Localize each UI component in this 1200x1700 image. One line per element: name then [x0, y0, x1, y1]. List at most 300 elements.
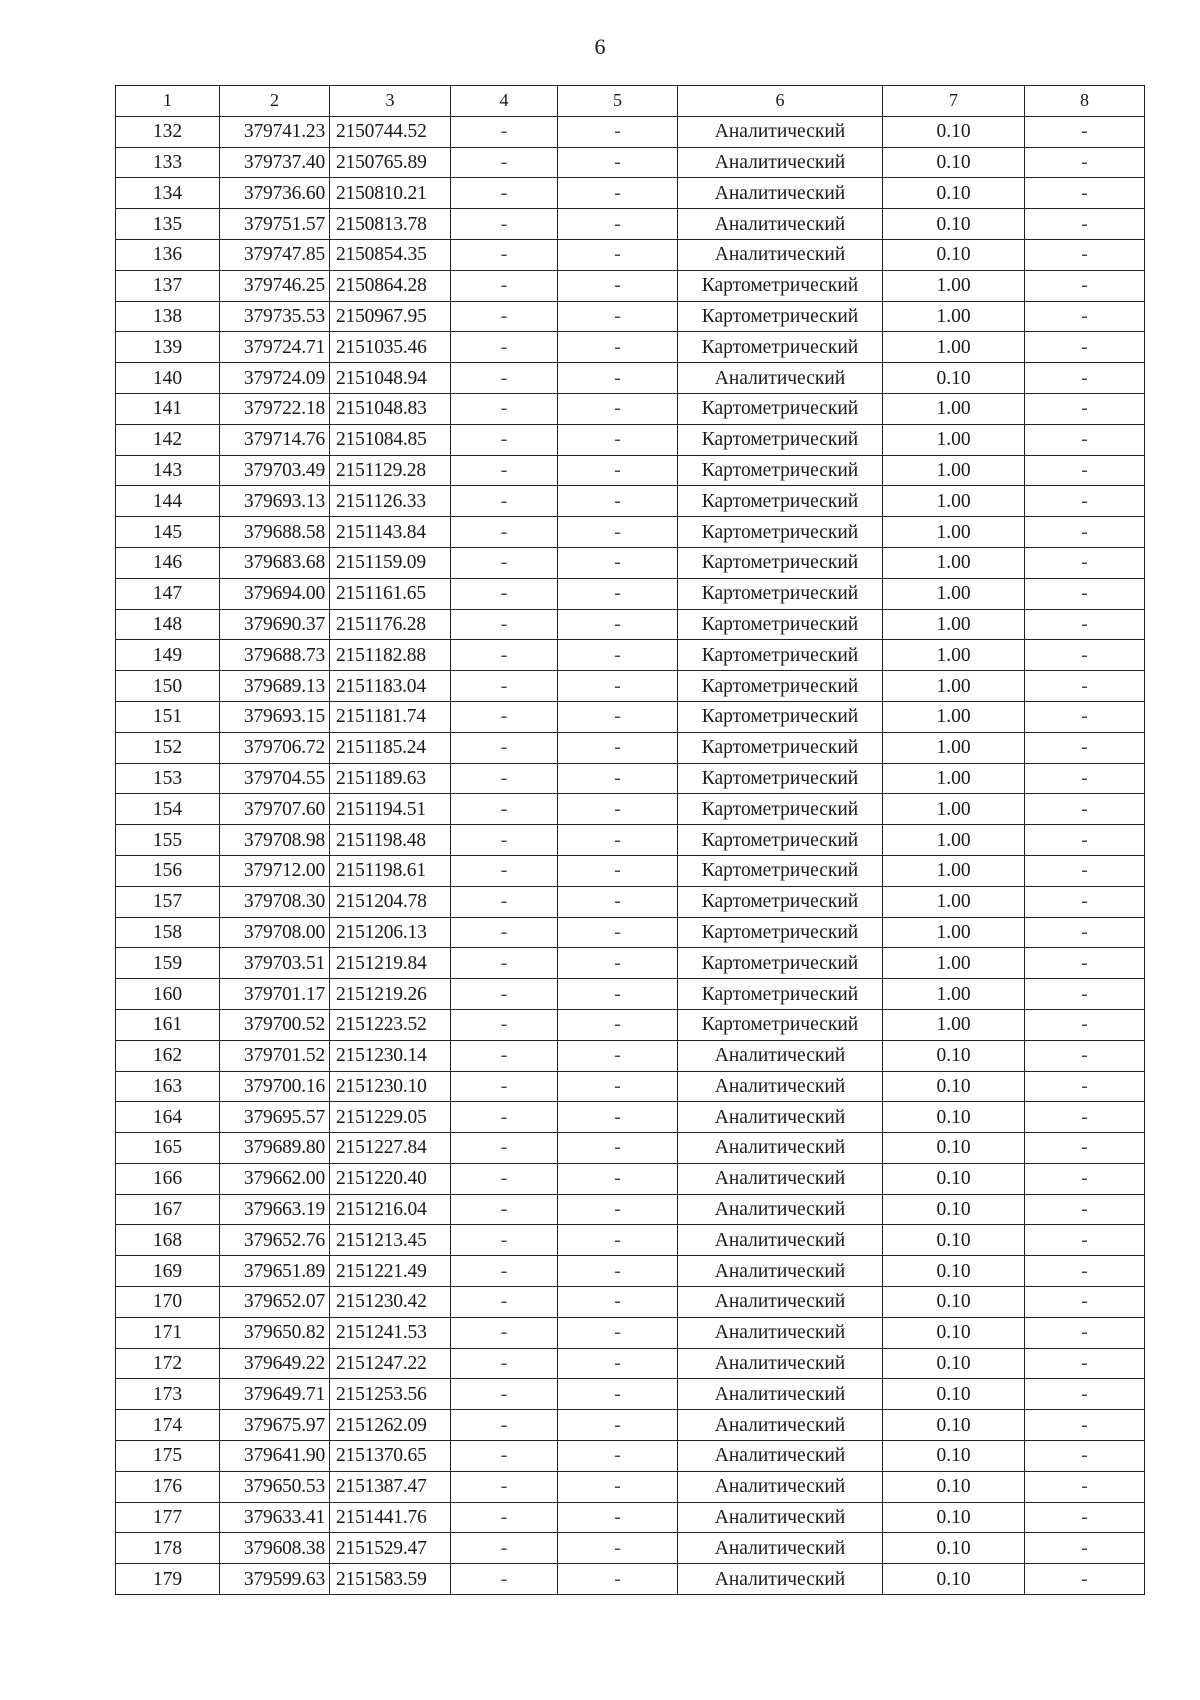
accuracy-cell: 1.00 — [883, 671, 1025, 702]
accuracy-cell: 0.10 — [883, 1410, 1025, 1441]
x-coordinate-cell: 379701.52 — [220, 1040, 330, 1071]
method-cell: Картометрический — [678, 424, 883, 455]
col8-cell: - — [1025, 1348, 1145, 1379]
col4-cell: - — [451, 1471, 558, 1502]
table-row — [116, 855, 1145, 886]
x-coordinate-cell: 379708.30 — [220, 886, 330, 917]
col4-cell: - — [451, 578, 558, 609]
x-coordinate-cell: 379712.00 — [220, 855, 330, 886]
point-number-cell: 165 — [116, 1133, 220, 1164]
col4-cell: - — [451, 363, 558, 394]
accuracy-cell: 1.00 — [883, 1009, 1025, 1040]
col8-cell: - — [1025, 671, 1145, 702]
col4-cell: - — [451, 1194, 558, 1225]
col8-cell: - — [1025, 1533, 1145, 1564]
point-number-cell: 169 — [116, 1256, 220, 1287]
x-coordinate-cell: 379722.18 — [220, 393, 330, 424]
y-coordinate-cell: 2150813.78 — [330, 209, 451, 240]
x-coordinate-cell: 379693.13 — [220, 486, 330, 517]
table-row — [116, 209, 1145, 240]
col5-cell: - — [558, 732, 678, 763]
col5-cell: - — [558, 1194, 678, 1225]
col5-cell: - — [558, 1040, 678, 1071]
accuracy-cell: 1.00 — [883, 301, 1025, 332]
col5-cell: - — [558, 1441, 678, 1472]
col5-cell: - — [558, 547, 678, 578]
table-header-row — [116, 86, 1145, 117]
y-coordinate-cell: 2151221.49 — [330, 1256, 451, 1287]
y-coordinate-cell: 2151529.47 — [330, 1533, 451, 1564]
accuracy-cell: 0.10 — [883, 178, 1025, 209]
col8-cell: - — [1025, 701, 1145, 732]
accuracy-cell: 0.10 — [883, 1533, 1025, 1564]
x-coordinate-cell: 379703.51 — [220, 948, 330, 979]
accuracy-cell: 0.10 — [883, 1502, 1025, 1533]
point-number-cell: 140 — [116, 363, 220, 394]
col5-cell: - — [558, 517, 678, 548]
point-number-cell: 138 — [116, 301, 220, 332]
col8-cell: - — [1025, 270, 1145, 301]
x-coordinate-cell: 379746.25 — [220, 270, 330, 301]
col5-cell: - — [558, 1163, 678, 1194]
col5-cell: - — [558, 671, 678, 702]
method-cell: Аналитический — [678, 363, 883, 394]
table-row — [116, 486, 1145, 517]
table-row — [116, 116, 1145, 147]
method-cell: Аналитический — [678, 1194, 883, 1225]
col4-cell: - — [451, 1040, 558, 1071]
accuracy-cell: 0.10 — [883, 116, 1025, 147]
point-number-cell: 152 — [116, 732, 220, 763]
method-cell: Аналитический — [678, 1102, 883, 1133]
table-row — [116, 1502, 1145, 1533]
col4-cell: - — [451, 270, 558, 301]
x-coordinate-cell: 379688.73 — [220, 640, 330, 671]
y-coordinate-cell: 2150744.52 — [330, 116, 451, 147]
method-cell: Картометрический — [678, 855, 883, 886]
table-row — [116, 1225, 1145, 1256]
table-row — [116, 1471, 1145, 1502]
method-cell: Картометрический — [678, 517, 883, 548]
y-coordinate-cell: 2151216.04 — [330, 1194, 451, 1225]
col5-cell: - — [558, 1009, 678, 1040]
page-number: 6 — [594, 34, 606, 59]
point-number-cell: 153 — [116, 763, 220, 794]
y-coordinate-cell: 2150810.21 — [330, 178, 451, 209]
table-row — [116, 1348, 1145, 1379]
method-cell: Аналитический — [678, 1040, 883, 1071]
col5-cell: - — [558, 393, 678, 424]
col5-cell: - — [558, 1379, 678, 1410]
point-number-cell: 132 — [116, 116, 220, 147]
accuracy-cell: 1.00 — [883, 917, 1025, 948]
col8-cell: - — [1025, 239, 1145, 270]
y-coordinate-cell: 2151230.14 — [330, 1040, 451, 1071]
table-row — [116, 1009, 1145, 1040]
accuracy-cell: 0.10 — [883, 239, 1025, 270]
point-number-cell: 155 — [116, 825, 220, 856]
col5-cell: - — [558, 1225, 678, 1256]
column-header: 3 — [330, 86, 451, 117]
col8-cell: - — [1025, 917, 1145, 948]
table-body — [116, 116, 1145, 1594]
accuracy-cell: 0.10 — [883, 1471, 1025, 1502]
col8-cell: - — [1025, 1040, 1145, 1071]
col5-cell: - — [558, 1471, 678, 1502]
method-cell: Картометрический — [678, 732, 883, 763]
col4-cell: - — [451, 393, 558, 424]
y-coordinate-cell: 2151262.09 — [330, 1410, 451, 1441]
method-cell: Картометрический — [678, 886, 883, 917]
y-coordinate-cell: 2151126.33 — [330, 486, 451, 517]
col8-cell: - — [1025, 1071, 1145, 1102]
table-row — [116, 1410, 1145, 1441]
table-row — [116, 301, 1145, 332]
method-cell: Картометрический — [678, 763, 883, 794]
table-row — [116, 178, 1145, 209]
col5-cell: - — [558, 917, 678, 948]
x-coordinate-cell: 379747.85 — [220, 239, 330, 270]
table-row — [116, 1441, 1145, 1472]
method-cell: Картометрический — [678, 609, 883, 640]
point-number-cell: 176 — [116, 1471, 220, 1502]
col8-cell: - — [1025, 1194, 1145, 1225]
x-coordinate-cell: 379689.80 — [220, 1133, 330, 1164]
x-coordinate-cell: 379724.09 — [220, 363, 330, 394]
y-coordinate-cell: 2151229.05 — [330, 1102, 451, 1133]
col4-cell: - — [451, 239, 558, 270]
col8-cell: - — [1025, 1564, 1145, 1595]
method-cell: Аналитический — [678, 1225, 883, 1256]
col8-cell: - — [1025, 1133, 1145, 1164]
col8-cell: - — [1025, 886, 1145, 917]
col8-cell: - — [1025, 1441, 1145, 1472]
table-row — [116, 1317, 1145, 1348]
col8-cell: - — [1025, 209, 1145, 240]
method-cell: Картометрический — [678, 794, 883, 825]
col4-cell: - — [451, 640, 558, 671]
col4-cell: - — [451, 1533, 558, 1564]
table-row — [116, 1071, 1145, 1102]
method-cell: Картометрический — [678, 578, 883, 609]
column-header: 5 — [558, 86, 678, 117]
accuracy-cell: 1.00 — [883, 763, 1025, 794]
y-coordinate-cell: 2151198.61 — [330, 855, 451, 886]
accuracy-cell: 0.10 — [883, 1317, 1025, 1348]
col4-cell: - — [451, 1348, 558, 1379]
method-cell: Картометрический — [678, 393, 883, 424]
col4-cell: - — [451, 763, 558, 794]
col4-cell: - — [451, 701, 558, 732]
col5-cell: - — [558, 1102, 678, 1133]
col4-cell: - — [451, 1287, 558, 1318]
table-row — [116, 1133, 1145, 1164]
col4-cell: - — [451, 1225, 558, 1256]
accuracy-cell: 1.00 — [883, 825, 1025, 856]
column-header: 8 — [1025, 86, 1145, 117]
y-coordinate-cell: 2151194.51 — [330, 794, 451, 825]
table-row — [116, 732, 1145, 763]
method-cell: Картометрический — [678, 1009, 883, 1040]
y-coordinate-cell: 2151219.26 — [330, 979, 451, 1010]
col8-cell: - — [1025, 517, 1145, 548]
point-number-cell: 134 — [116, 178, 220, 209]
col4-cell: - — [451, 1410, 558, 1441]
x-coordinate-cell: 379689.13 — [220, 671, 330, 702]
table-row — [116, 455, 1145, 486]
point-number-cell: 137 — [116, 270, 220, 301]
point-number-cell: 159 — [116, 948, 220, 979]
table-row — [116, 1040, 1145, 1071]
point-number-cell: 175 — [116, 1441, 220, 1472]
x-coordinate-cell: 379652.76 — [220, 1225, 330, 1256]
y-coordinate-cell: 2151219.84 — [330, 948, 451, 979]
x-coordinate-cell: 379608.38 — [220, 1533, 330, 1564]
point-number-cell: 170 — [116, 1287, 220, 1318]
table-row — [116, 1102, 1145, 1133]
method-cell: Картометрический — [678, 332, 883, 363]
col5-cell: - — [558, 1256, 678, 1287]
x-coordinate-cell: 379741.23 — [220, 116, 330, 147]
x-coordinate-cell: 379651.89 — [220, 1256, 330, 1287]
table-row — [116, 547, 1145, 578]
col5-cell: - — [558, 486, 678, 517]
method-cell: Картометрический — [678, 917, 883, 948]
col5-cell: - — [558, 1502, 678, 1533]
col5-cell: - — [558, 424, 678, 455]
accuracy-cell: 0.10 — [883, 1133, 1025, 1164]
accuracy-cell: 0.10 — [883, 1348, 1025, 1379]
y-coordinate-cell: 2151370.65 — [330, 1441, 451, 1472]
point-number-cell: 171 — [116, 1317, 220, 1348]
table-row — [116, 147, 1145, 178]
table-row — [116, 332, 1145, 363]
method-cell: Аналитический — [678, 1471, 883, 1502]
method-cell: Картометрический — [678, 455, 883, 486]
col5-cell: - — [558, 209, 678, 240]
table-row — [116, 701, 1145, 732]
column-header: 6 — [678, 86, 883, 117]
y-coordinate-cell: 2151143.84 — [330, 517, 451, 548]
col4-cell: - — [451, 1102, 558, 1133]
point-number-cell: 148 — [116, 609, 220, 640]
col4-cell: - — [451, 732, 558, 763]
column-header: 4 — [451, 86, 558, 117]
accuracy-cell: 1.00 — [883, 270, 1025, 301]
accuracy-cell: 0.10 — [883, 1441, 1025, 1472]
method-cell: Аналитический — [678, 178, 883, 209]
col8-cell: - — [1025, 455, 1145, 486]
col8-cell: - — [1025, 1287, 1145, 1318]
col4-cell: - — [451, 486, 558, 517]
method-cell: Картометрический — [678, 825, 883, 856]
col8-cell: - — [1025, 1502, 1145, 1533]
y-coordinate-cell: 2150854.35 — [330, 239, 451, 270]
y-coordinate-cell: 2151198.48 — [330, 825, 451, 856]
y-coordinate-cell: 2151230.42 — [330, 1287, 451, 1318]
accuracy-cell: 1.00 — [883, 578, 1025, 609]
point-number-cell: 156 — [116, 855, 220, 886]
y-coordinate-cell: 2151206.13 — [330, 917, 451, 948]
column-header: 7 — [883, 86, 1025, 117]
x-coordinate-cell: 379650.53 — [220, 1471, 330, 1502]
accuracy-cell: 0.10 — [883, 1194, 1025, 1225]
method-cell: Аналитический — [678, 1502, 883, 1533]
col8-cell: - — [1025, 794, 1145, 825]
accuracy-cell: 0.10 — [883, 1564, 1025, 1595]
table-row — [116, 1256, 1145, 1287]
col4-cell: - — [451, 979, 558, 1010]
col8-cell: - — [1025, 578, 1145, 609]
col5-cell: - — [558, 1287, 678, 1318]
x-coordinate-cell: 379724.71 — [220, 332, 330, 363]
col5-cell: - — [558, 794, 678, 825]
table-row — [116, 1194, 1145, 1225]
col8-cell: - — [1025, 116, 1145, 147]
point-number-cell: 166 — [116, 1163, 220, 1194]
col8-cell: - — [1025, 948, 1145, 979]
col8-cell: - — [1025, 1256, 1145, 1287]
point-number-cell: 168 — [116, 1225, 220, 1256]
col5-cell: - — [558, 178, 678, 209]
table-row — [116, 1287, 1145, 1318]
x-coordinate-cell: 379703.49 — [220, 455, 330, 486]
x-coordinate-cell: 379683.68 — [220, 547, 330, 578]
x-coordinate-cell: 379700.16 — [220, 1071, 330, 1102]
accuracy-cell: 0.10 — [883, 1225, 1025, 1256]
col5-cell: - — [558, 701, 678, 732]
col4-cell: - — [451, 147, 558, 178]
col8-cell: - — [1025, 1379, 1145, 1410]
col5-cell: - — [558, 763, 678, 794]
y-coordinate-cell: 2151084.85 — [330, 424, 451, 455]
col8-cell: - — [1025, 1317, 1145, 1348]
accuracy-cell: 0.10 — [883, 1256, 1025, 1287]
accuracy-cell: 1.00 — [883, 547, 1025, 578]
method-cell: Картометрический — [678, 948, 883, 979]
point-number-cell: 160 — [116, 979, 220, 1010]
col4-cell: - — [451, 948, 558, 979]
method-cell: Аналитический — [678, 1441, 883, 1472]
method-cell: Аналитический — [678, 1071, 883, 1102]
col5-cell: - — [558, 332, 678, 363]
point-number-cell: 151 — [116, 701, 220, 732]
x-coordinate-cell: 379652.07 — [220, 1287, 330, 1318]
table-row — [116, 517, 1145, 548]
y-coordinate-cell: 2151129.28 — [330, 455, 451, 486]
x-coordinate-cell: 379649.22 — [220, 1348, 330, 1379]
method-cell: Аналитический — [678, 116, 883, 147]
accuracy-cell: 1.00 — [883, 517, 1025, 548]
col4-cell: - — [451, 855, 558, 886]
x-coordinate-cell: 379708.98 — [220, 825, 330, 856]
col8-cell: - — [1025, 855, 1145, 886]
col5-cell: - — [558, 886, 678, 917]
col4-cell: - — [451, 332, 558, 363]
table-row — [116, 1533, 1145, 1564]
col8-cell: - — [1025, 424, 1145, 455]
x-coordinate-cell: 379704.55 — [220, 763, 330, 794]
x-coordinate-cell: 379662.00 — [220, 1163, 330, 1194]
method-cell: Картометрический — [678, 547, 883, 578]
accuracy-cell: 1.00 — [883, 455, 1025, 486]
point-number-cell: 144 — [116, 486, 220, 517]
accuracy-cell: 0.10 — [883, 1379, 1025, 1410]
table-row — [116, 886, 1145, 917]
accuracy-cell: 1.00 — [883, 424, 1025, 455]
point-number-cell: 177 — [116, 1502, 220, 1533]
col5-cell: - — [558, 1533, 678, 1564]
col8-cell: - — [1025, 1009, 1145, 1040]
point-number-cell: 163 — [116, 1071, 220, 1102]
table-row — [116, 1163, 1145, 1194]
y-coordinate-cell: 2151182.88 — [330, 640, 451, 671]
point-number-cell: 161 — [116, 1009, 220, 1040]
method-cell: Аналитический — [678, 1533, 883, 1564]
y-coordinate-cell: 2151204.78 — [330, 886, 451, 917]
y-coordinate-cell: 2151441.76 — [330, 1502, 451, 1533]
point-number-cell: 139 — [116, 332, 220, 363]
point-number-cell: 136 — [116, 239, 220, 270]
col5-cell: - — [558, 1348, 678, 1379]
method-cell: Аналитический — [678, 239, 883, 270]
method-cell: Аналитический — [678, 1564, 883, 1595]
table-row — [116, 917, 1145, 948]
col5-cell: - — [558, 948, 678, 979]
col8-cell: - — [1025, 763, 1145, 794]
y-coordinate-cell: 2151583.59 — [330, 1564, 451, 1595]
point-number-cell: 162 — [116, 1040, 220, 1071]
col5-cell: - — [558, 855, 678, 886]
col4-cell: - — [451, 917, 558, 948]
accuracy-cell: 1.00 — [883, 855, 1025, 886]
accuracy-cell: 1.00 — [883, 886, 1025, 917]
col5-cell: - — [558, 1317, 678, 1348]
accuracy-cell: 0.10 — [883, 1040, 1025, 1071]
x-coordinate-cell: 379649.71 — [220, 1379, 330, 1410]
accuracy-cell: 1.00 — [883, 393, 1025, 424]
table-row — [116, 578, 1145, 609]
point-number-cell: 141 — [116, 393, 220, 424]
table-row — [116, 1379, 1145, 1410]
table-row — [116, 979, 1145, 1010]
method-cell: Картометрический — [678, 301, 883, 332]
x-coordinate-cell: 379736.60 — [220, 178, 330, 209]
x-coordinate-cell: 379708.00 — [220, 917, 330, 948]
y-coordinate-cell: 2150967.95 — [330, 301, 451, 332]
accuracy-cell: 0.10 — [883, 1102, 1025, 1133]
x-coordinate-cell: 379695.57 — [220, 1102, 330, 1133]
y-coordinate-cell: 2151230.10 — [330, 1071, 451, 1102]
method-cell: Аналитический — [678, 147, 883, 178]
col4-cell: - — [451, 1256, 558, 1287]
col4-cell: - — [451, 794, 558, 825]
x-coordinate-cell: 379690.37 — [220, 609, 330, 640]
x-coordinate-cell: 379693.15 — [220, 701, 330, 732]
x-coordinate-cell: 379707.60 — [220, 794, 330, 825]
col5-cell: - — [558, 116, 678, 147]
col5-cell: - — [558, 301, 678, 332]
point-number-cell: 149 — [116, 640, 220, 671]
y-coordinate-cell: 2151227.84 — [330, 1133, 451, 1164]
table-row — [116, 825, 1145, 856]
col4-cell: - — [451, 1317, 558, 1348]
x-coordinate-cell: 379737.40 — [220, 147, 330, 178]
point-number-cell: 157 — [116, 886, 220, 917]
x-coordinate-cell: 379701.17 — [220, 979, 330, 1010]
accuracy-cell: 1.00 — [883, 732, 1025, 763]
column-header: 1 — [116, 86, 220, 117]
